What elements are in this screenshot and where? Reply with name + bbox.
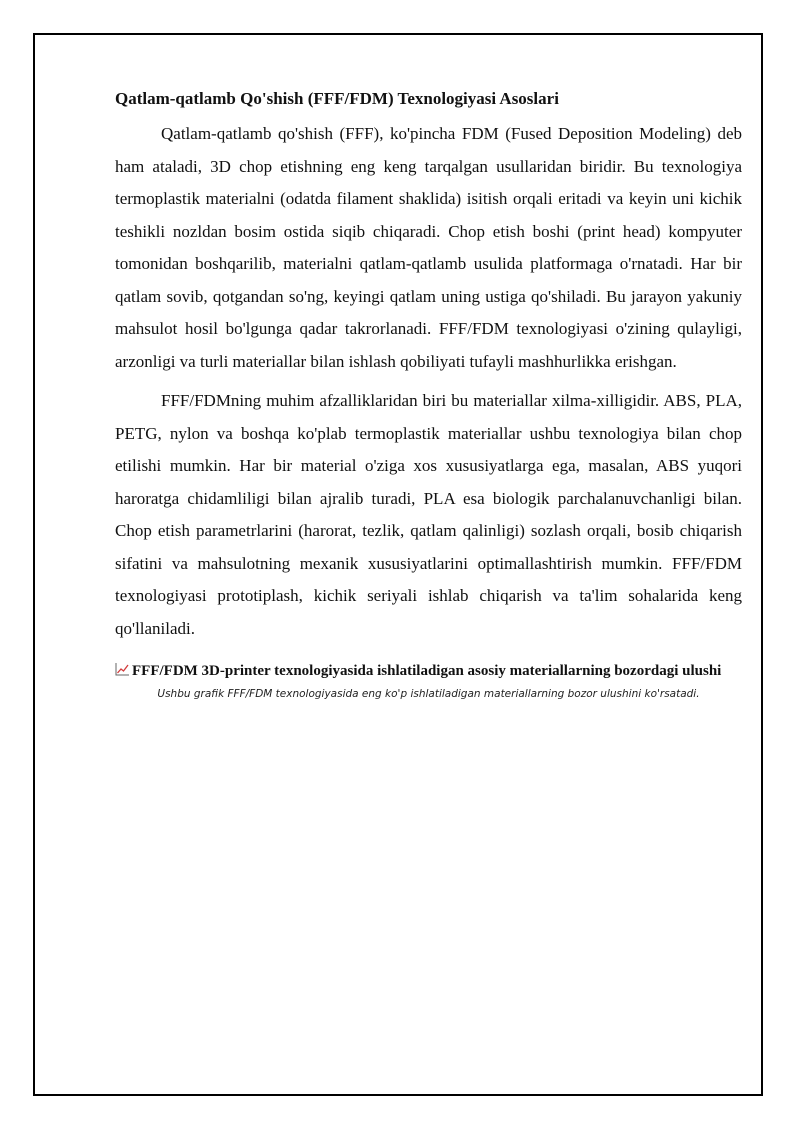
chart-heading [115,661,742,682]
chart-caption: Ushbu grafik FFF/FDM texnologiyasida eng ko'p ishlatiladigan materiallarning bozor ulushini ko'rsatadi. [157,688,700,700]
paragraph-intro: Qatlam-qatlamb qo'shish (FFF), ko'pincha FDM (Fused Deposition Modeling) deb ham ataladi, 3D chop etishning eng keng tarqalgan usullaridan biridir. Bu texnologiya termoplastik materialni (odatda filament shaklida) isitish orqali eritadi va keyin uni kichik teshikli nozldan bosim ostida siqib chiqaradi. Chop etish boshi (print head) kompyuter tomonidan boshqarilib, materialni qatlam-qatlamb usulida platformaga o'rnatadi. Har bir qatlam sovib, qotgandan so'ng, keyingi qatlam uning ustiga qo'shiladi. Bu jarayon yakuniy mahsulot hosil bo'lgunga qadar takrorlanadi. FFF/FDM texnologiyasi o'zining qulayligi, arzonligi va turli materiallar bilan ishlash qobiliyati tufayli mashhurlikka erishgan. [115,124,742,371]
chart-increasing-icon [115,662,130,676]
chart-heading-text: FFF/FDM 3D-printer texnologiyasida ishlatiladigan asosiy materiallarning bozordagi ulushi [132,663,722,679]
paragraph-materials: FFF/FDMning muhim afzalliklaridan biri bu materiallar xilma-xilligidir. ABS, PLA, PETG, nylon va boshqa ko'plab termoplastik materiallar ushbu texnologiya bilan chop etilishi mumkin. Har bir material o'ziga xos xususiyatlarga ega, masalan, ABS yuqori haroratga chidamliligi bilan ajralib turadi, PLA esa biologik parchalanuvchanligi bilan. Chop etish parametrlarini (harorat, tezlik, qatlam qalinligi) sozlash orqali, bosib chiqarish sifatini va mahsulotning mexanik xususiyatlarini optimallashtirish mumkin. FFF/FDM texnologiyasi prototiplash, kichik seriyali ishlab chiqarish va ta'lim sohalarida keng qo'llaniladi. [115,391,742,638]
document-title: Qatlam-qatlamb Qo'shish (FFF/FDM) Texnologiyasi Asoslari [115,89,559,108]
document-body [115,84,742,702]
